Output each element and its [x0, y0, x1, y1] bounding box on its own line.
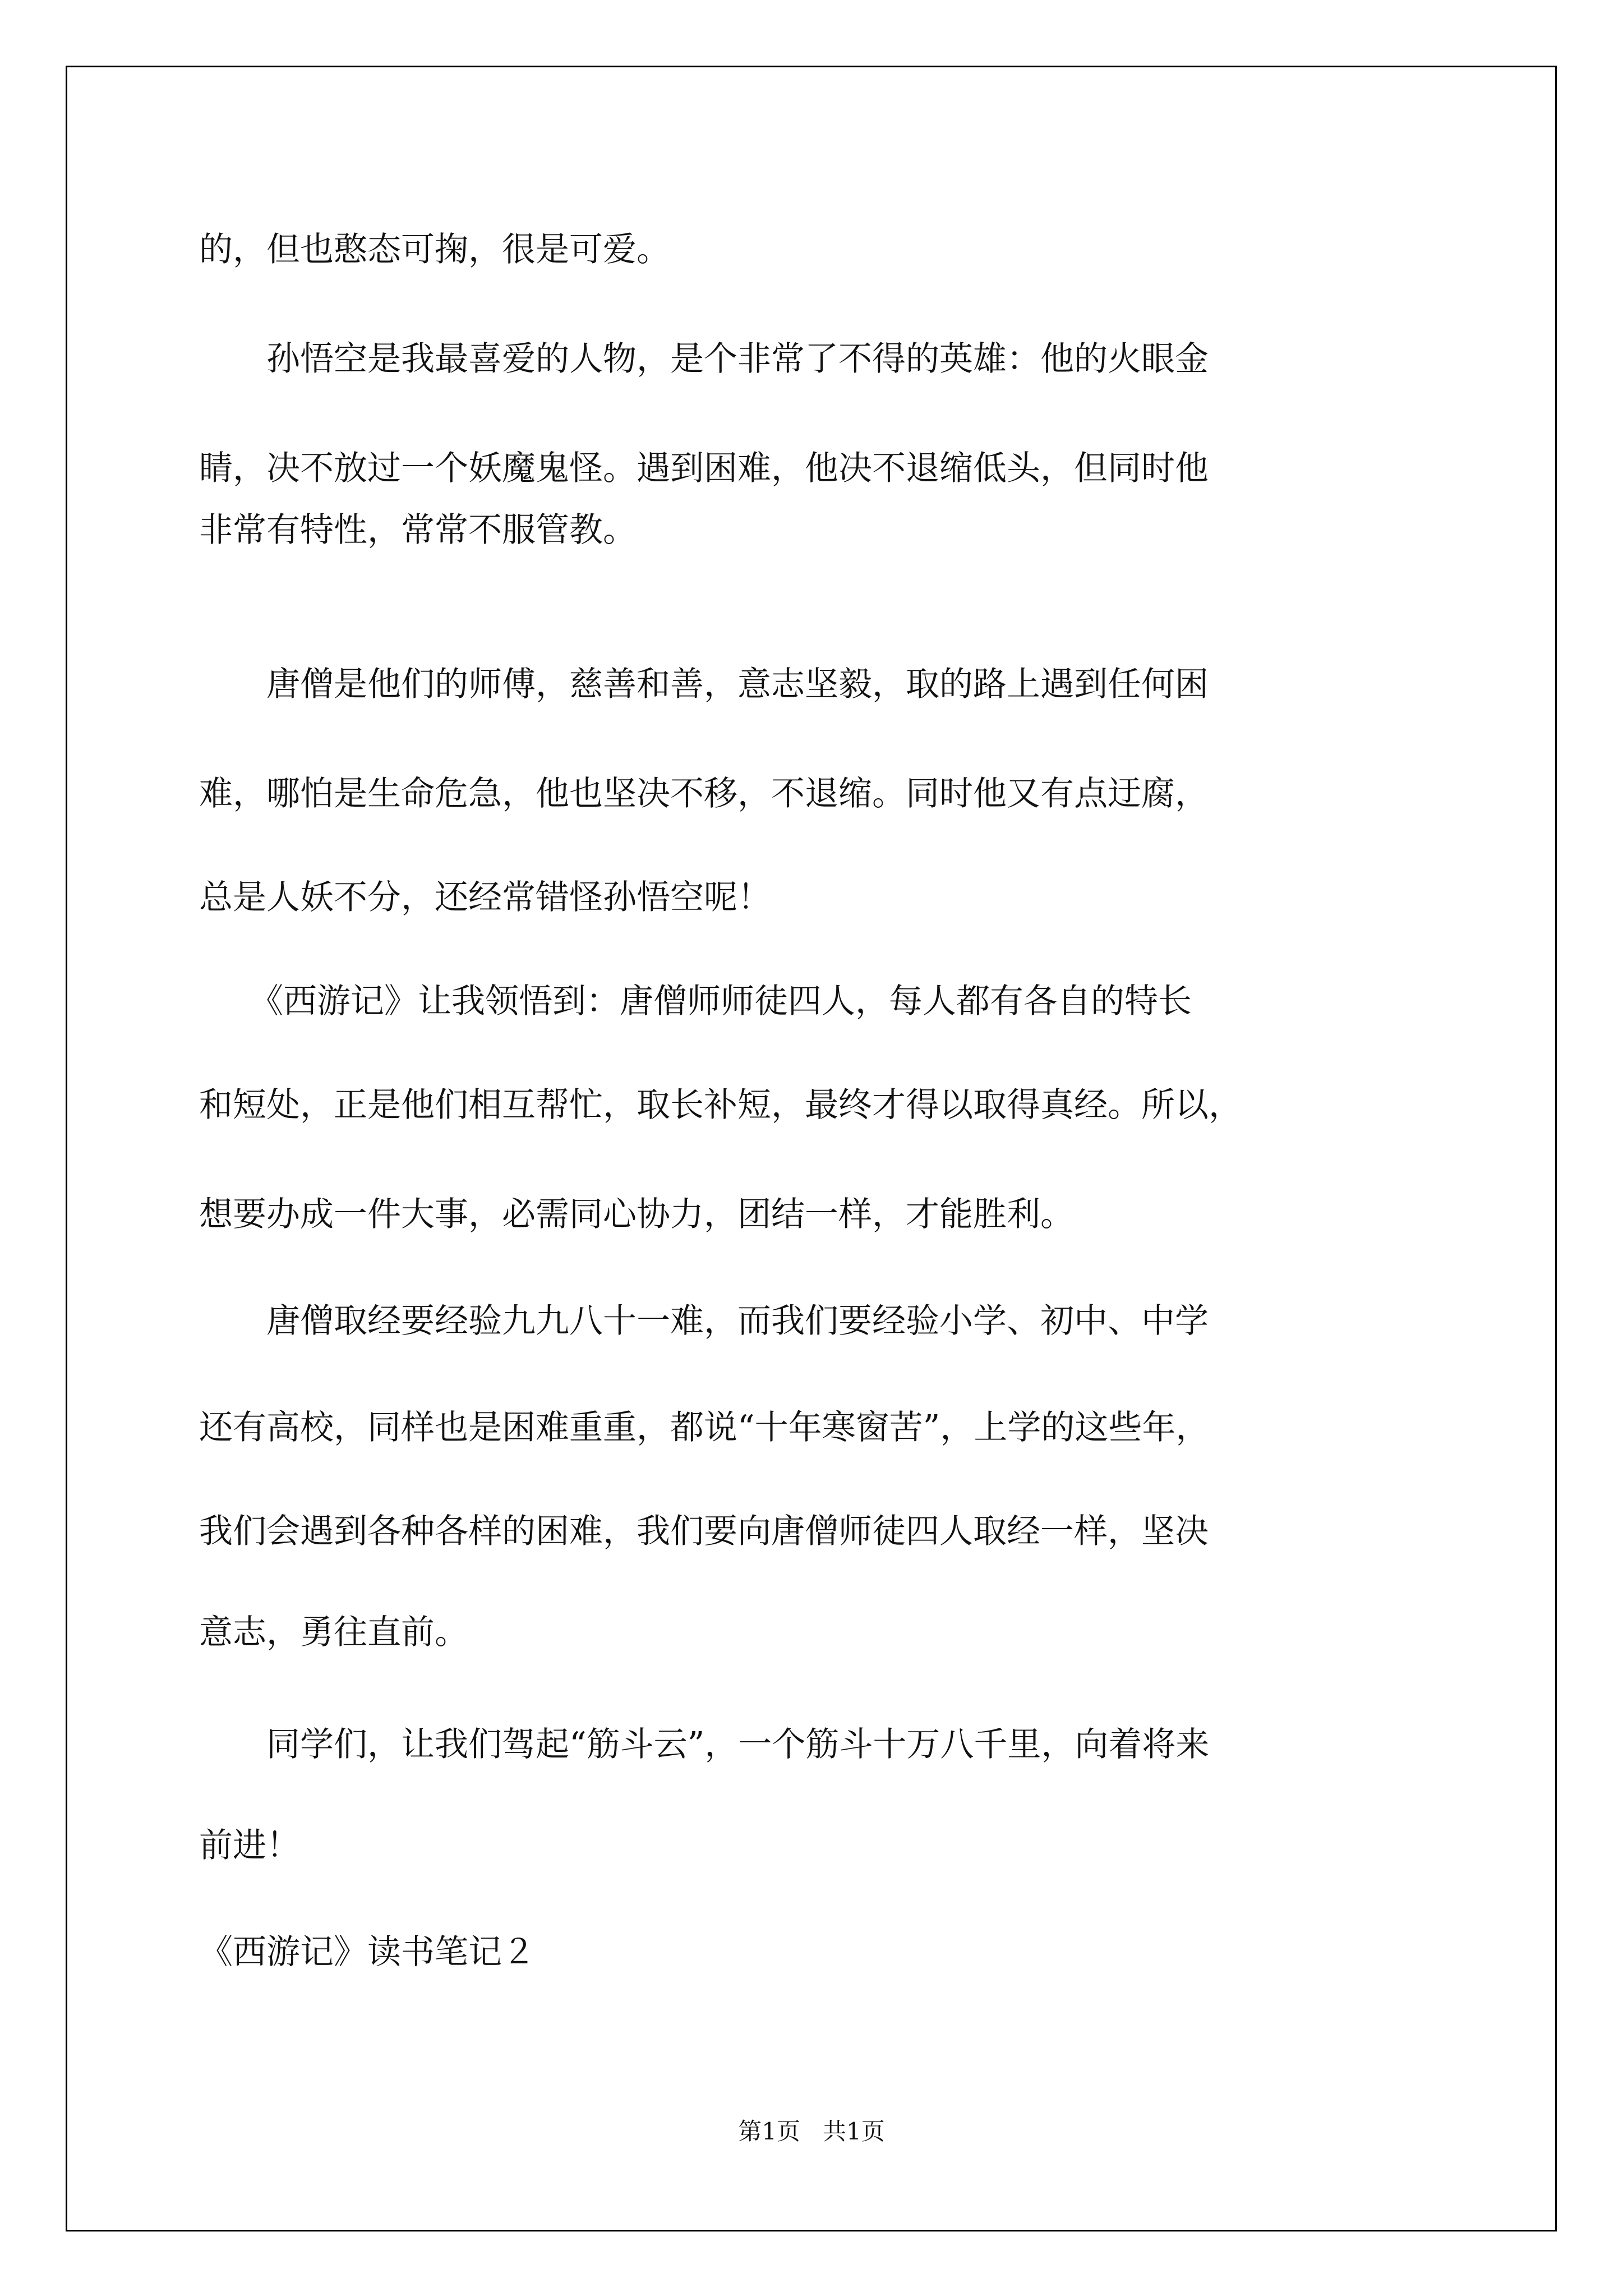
text-line: 还有高校，同样也是困难重重，都说“十年寒窗苦”，上学的这些年， [199, 1408, 1210, 1447]
text-line: 非常有特性，常常不服管教。 [199, 510, 637, 550]
text-line: 唐僧是他们的师傅，慈善和善，意志坚毅，取的路上遇到任何困 [199, 665, 1209, 704]
section-heading: 《西游记》读书笔记２ [199, 1932, 536, 1972]
page-frame [66, 66, 1557, 2231]
text-line: 同学们，让我们驾起“筋斗云”，一个筋斗十万八千里，向着将来 [199, 1725, 1210, 1764]
text-line: 我们会遇到各种各样的困难，我们要向唐僧师徒四人取经一样，坚决 [199, 1512, 1209, 1551]
text-line: 孙悟空是我最喜爱的人物，是个非常了不得的英雄：他的火眼金 [199, 339, 1209, 379]
text-line: 和短处，正是他们相互帮忙，取长补短，最终才得以取得真经。所以， [199, 1085, 1242, 1125]
text-line: 《西游记》让我领悟到：唐僧师师徒四人，每人都有各自的特长 [199, 982, 1192, 1021]
text-line: 唐僧取经要经验九九八十一难，而我们要经验小学、初中、中学 [199, 1301, 1209, 1341]
page-number: 第1页 [738, 2118, 800, 2145]
page-footer [0, 2115, 1623, 2148]
page-total: 共1页 [823, 2118, 885, 2145]
text-line: 的，但也憨态可掬，很是可爱。 [199, 230, 670, 269]
text-line: 睛，决不放过一个妖魔鬼怪。遇到困难，他决不退缩低头，但同时他 [199, 449, 1209, 488]
text-line: 想要办成一件大事，必需同心协力，团结一样，才能胜利。 [199, 1195, 1074, 1234]
text-line: 难，哪怕是生命危急，他也坚决不移，不退缩。同时他又有点迂腐， [199, 774, 1209, 813]
text-line: 意志，勇往直前。 [199, 1613, 468, 1652]
text-line: 总是人妖不分，还经常错怪孙悟空呢！ [199, 878, 771, 917]
text-line: 前进！ [199, 1826, 300, 1865]
